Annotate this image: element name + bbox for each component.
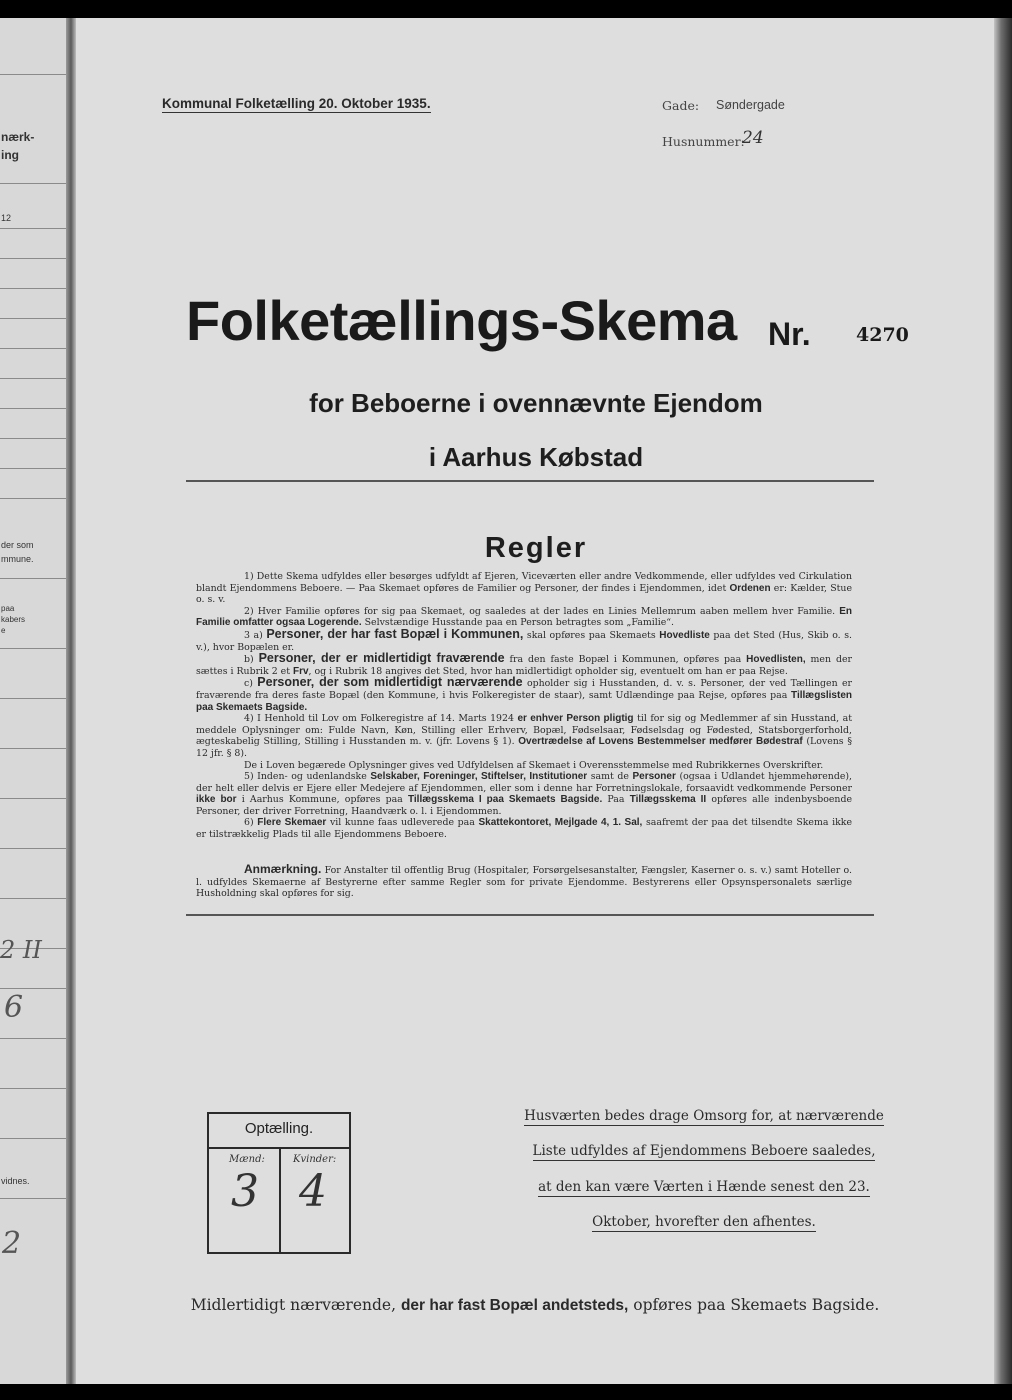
divider [0, 408, 66, 409]
page-edge [994, 18, 1012, 1384]
footer-note: Midlertidigt nærværende, der har fast Bopæl andetsteds, opføres paa Skemaets Bagside. [190, 1296, 880, 1314]
street-value: Søndergade [716, 98, 785, 112]
notice-line: Oktober, hvorefter den afhentes. [592, 1214, 816, 1230]
count-box-title: Optælling. [244, 1120, 314, 1137]
divider [186, 914, 874, 916]
schedule-number: 4270 [856, 324, 909, 346]
divider [0, 228, 66, 229]
handwritten-mark: 6 [4, 990, 24, 1025]
men-count: 3 [231, 1166, 259, 1217]
left-text: ing [1, 148, 19, 162]
divider [0, 898, 66, 899]
divider [279, 1147, 281, 1254]
rule-3a: 3 a) Personer, der har fast Bopæl i Kommunen, skal opføres paa Skemaets Hovedliste paa det Sted (Hus, Skib o. s. v.), hvor Bopælen er. [196, 626, 853, 653]
left-text: kabers [1, 615, 26, 624]
divider [0, 318, 66, 319]
divider [0, 348, 66, 349]
divider [0, 498, 66, 499]
divider [0, 648, 66, 649]
rule-3b: b) Personer, der er midlertidigt fraværende fra den faste Bopæl i Kommunen, opføres paa Hovedlisten, men der sættes i Rubrik 2 et Frv, og i Rubrik 18 angives det Sted, hvor han midlertidigt opholder sig, eventuelt om han er paa Rejse. [196, 651, 852, 677]
left-page-fragment [0, 18, 66, 1384]
rule-4-note: De i Loven begærede Oplysninger gives ved Udfyldelsen af Skemaet i Overensstemmelse med Rubrikkernes Overskrifter. [244, 759, 824, 771]
subtitle-residents: for Beboerne i ovennævnte Ejendom [309, 388, 763, 418]
divider [0, 578, 66, 579]
divider [0, 748, 66, 749]
rule-2: 2) Hver Familie opføres for sig paa Skemaet, og saaledes at der lades en Linies Mellemrum aaben mellem hver Familie. En Familie omfatter ogsaa Logerende. Selvstændige Husstande paa en Person betragtes som „Familie“. [196, 605, 852, 629]
left-text: vidnes. [1, 1176, 30, 1186]
count-box [207, 1112, 351, 1254]
rules-heading: Regler [484, 532, 588, 564]
divider [0, 74, 66, 75]
divider [0, 1138, 66, 1139]
handwritten-mark: 2 [2, 1226, 22, 1261]
divider [0, 258, 66, 259]
left-text: paa [1, 604, 15, 613]
men-label: Mænd: [229, 1154, 265, 1165]
left-text: nærk- [1, 130, 35, 144]
left-text: der som [1, 540, 34, 550]
divider [186, 480, 874, 482]
notice-line: Liste udfyldes af Ejendommens Beboere saaledes, [532, 1143, 876, 1159]
divider [0, 1038, 66, 1039]
book-gutter [66, 18, 76, 1384]
divider [0, 1088, 66, 1089]
divider [0, 1198, 66, 1199]
divider [0, 988, 66, 989]
house-number-label: Husnummer: [662, 134, 745, 149]
divider [0, 798, 66, 799]
left-text: e [1, 626, 6, 635]
rule-3c: c) Personer, der som midlertidigt nærværende opholder sig i Husstanden, d. v. s. Personer, der ved Tællingen er fraværende fra deres faste Bopæl (den Kommune, i hvis Folkeregister de staar), samt Udlændinge paa Rejse, opføres paa Tillægslisten paa Skemaets Bagside. [196, 675, 852, 713]
rule-1: 1) Dette Skema udfyldes eller besørges udfyldt af Ejeren, Viceværten eller andre Vedkommende, eller udfyldes ved Cirkulation blandt Ejendommens Beboere. — Paa Skemaet opføres de Familier og Personer, der findes i Ejendommen, idet Ordenen er: Kælder, Stue o. s. v. [196, 571, 852, 606]
left-text: mmune. [1, 554, 34, 564]
form-title: Folketællings-Skema [186, 289, 737, 352]
women-count: 4 [299, 1166, 327, 1217]
house-number-value: 24 [742, 128, 764, 148]
divider [0, 848, 66, 849]
women-label: Kvinder: [293, 1154, 337, 1165]
divider [0, 378, 66, 379]
notice-line: at den kan være Værten i Hænde senest den 23. [538, 1179, 870, 1195]
divider [0, 468, 66, 469]
rule-4: 4) I Henhold til Lov om Folkeregistre af 14. Marts 1924 er enhver Person pligtig til for sig og Medlemmer af sin Husstand, at meddele Oplysninger om: Fulde Navn, Køn, Stilling eller Erhverv, Bopæl, Fødselsaar, Fødselsdag og Fødested, Statsborgerforhold, ægteskabelig Stilling, Stilling i Husstanden m. v. (jfr. Lovens § 1). Overtrædelse af Lovens Bestemmelser medfører Bødestraf (Lovens § 12 jfr. § 8). [196, 713, 853, 759]
census-title: Kommunal Folketælling 20. Oktober 1935. [162, 96, 431, 111]
notice-line: Husværten bedes drage Omsorg for, at nærværende [524, 1108, 884, 1124]
rule-5: 5) Inden- og udenlandske Selskaber, Foreninger, Stiftelser, Institutioner samt de Personer (ogsaa i Udlandet hjemmehørende), der helt eller delvis er Ejere eller Medejere af Ejendommen, eller som i denne har Forretningslokale, forsaavidt vedkommende Personer ikke bor i Aarhus Kommune, opføres paa Tillægsskema I paa Skemaets Bagside. Paa Tillægsskema II opføres alle indenbysboende Personer, der driver Forretning, Haandværk o. l. i Ejendommen. [196, 771, 853, 817]
remark-section [196, 864, 852, 900]
number-label: Nr. [768, 316, 811, 352]
rules-text [196, 571, 852, 841]
street-label: Gade: [662, 98, 700, 113]
remark-text: Anmærkning. For Anstalter til offentlig Brug (Hospitaler, Forsørgelsesanstalter, Fængsler, Kaserner o. s. v.) samt Hoteller o. l. udfyldes Skemaerne af Bestyrerne efter samme Regler som for private Ejendomme. Bestyrerens eller Opsynspersonalets særlige Husholdning skal opføres for sig. [196, 862, 852, 900]
handwritten-mark: 2 II [0, 936, 42, 964]
divider [0, 183, 66, 184]
remark-label: Anmærkning. [244, 862, 322, 876]
rule-6: 6) Flere Skemaer vil kunne faas udleverede paa Skattekontoret, Mejlgade 4, 1. Sal, saafremt der paa det tilsendte Skema ikke er tilstrækkelig Plads til alle Ejendommens Beboere. [196, 817, 853, 841]
divider [0, 698, 66, 699]
subtitle-town: i Aarhus Købstad [428, 442, 644, 472]
divider [0, 288, 66, 289]
divider [0, 438, 66, 439]
census-form-page [76, 18, 994, 1384]
left-text: 12 [1, 213, 12, 223]
